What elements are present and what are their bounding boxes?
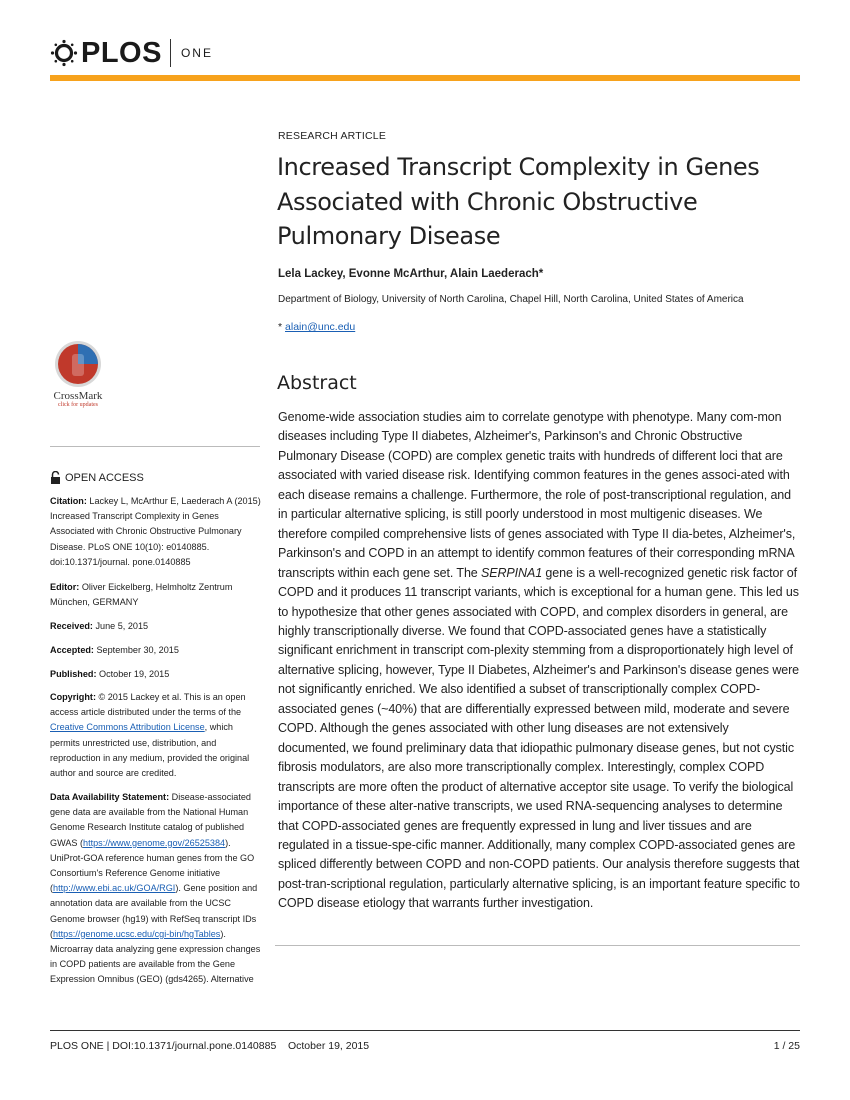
article-type: RESEARCH ARTICLE xyxy=(278,130,387,142)
citation-text: Lackey L, McArthur E, Laederach A (2015) Increased Transcript Complexity in Genes Associated with Chronic Obstructive Pulmonary Disease. PLoS ONE 10(10): e0140885. doi:10.1371/journal. pone.0140885 xyxy=(50,496,261,567)
data-availability-text-2: ). UniProt-GOA reference human genes from the GO Consortium's Reference Genome initiative ( xyxy=(50,837,255,894)
citation-block xyxy=(50,494,262,570)
logo-divider xyxy=(170,39,171,67)
data-availability-text-4: ). Microarray data analyzing gene expression changes in COPD patients are available from the Gene Expression Omnibus (GEO) (gds4265). Alternative xyxy=(50,928,261,985)
abstract-text-part-2: gene is a well-recognized genetic risk factor of COPD and it produces 11 transcript variants, which is exceptional for a human gene. This led us to hypothesize that other genes associated with COPD, and complex disorders in general, are highly transcriptionally diverse. We found that COPD-associated genes have a statistically significant enrichment in transcript com-plexity stemming from a disproportionately high level of alternative splicing, however, Type II Diabetes, Alzheimer's and Parkinson's disease genes were not significantly enriched. We also identified a subset of transcriptionally complex COPD-associated genes (~40%) that are differentially expressed between mild, moderate and severe COPD. Although the genes associated with other lung diseases are not extensively documented, we found preliminary data that idiopathic pulmonary disease genes, but not cystic fibrosis modulators, are also more transcriptionally complex. Interestingly, complex COPD transcripts are more often the product of alternative acceptor site usage. To verify the biological importance of these alter-native transcripts, we used RNA-sequencing analyses to determine that COPD-associated genes are frequently expressed in lung and liver tissues and are regulated in a tissue-spe-cific manner. Additionally, many complex COPD-associated genes are spliced differently between COPD and non-COPD patients. Our analysis therefore suggests that post-tran-scriptional regulation, particularly alternative splicing, is an important feature specific to COPD disease etiology that warrants further investigation. xyxy=(278,565,800,911)
data-availability-block xyxy=(50,790,262,988)
logo-wordmark: PLOS xyxy=(81,36,162,69)
citation-label: Citation: xyxy=(50,496,87,506)
editor-label: Editor: xyxy=(50,582,80,592)
copyright-text-post: , which permits unrestricted use, distribution, and reproduction in any medium, provided the original author and source are credited. xyxy=(50,722,250,779)
published-block xyxy=(50,667,262,682)
crossmark-icon xyxy=(54,340,102,388)
page-number: 1 / 25 xyxy=(773,1040,800,1052)
copyright-text-pre: © 2015 Lackey et al. This is an open access article distributed under the terms of the xyxy=(50,692,246,718)
editor-text: Oliver Eickelberg, Helmholtz Zentrum München, GERMANY xyxy=(50,582,233,608)
open-lock-icon xyxy=(50,471,61,484)
header-accent-rule xyxy=(50,75,800,81)
ucsc-link[interactable]: https://genome.ucsc.edu/cgi-bin/hgTables xyxy=(53,928,221,939)
nhgri-link[interactable]: https://www.genome.gov/26525384 xyxy=(83,837,226,848)
crossmark-title: CrossMark xyxy=(53,390,103,402)
abstract-heading: Abstract xyxy=(277,372,357,394)
accepted-date: September 30, 2015 xyxy=(93,645,179,655)
affiliation: Department of Biology, University of North Carolina, Chapel Hill, North Carolina, United States of America xyxy=(278,294,744,305)
footer-citation: PLOS ONE | DOI:10.1371/journal.pone.0140885 October 19, 2015 xyxy=(50,1040,370,1052)
data-availability-text-3: ). Gene position and annotation data are available from the UCSC Genome browser (hg19) with RefSeq transcript IDs ( xyxy=(50,883,258,939)
published-date: October 19, 2015 xyxy=(96,669,170,679)
published-label: Published: xyxy=(50,669,97,679)
sidebar-divider xyxy=(50,446,260,447)
author-list: Lela Lackey, Evonne McArthur, Alain Laederach* xyxy=(278,268,544,280)
open-access-badge xyxy=(50,471,144,484)
accepted-label: Accepted: xyxy=(50,645,94,655)
received-label: Received: xyxy=(50,621,93,631)
data-availability-label: Data Availability Statement: xyxy=(50,792,170,802)
crossmark-badge[interactable] xyxy=(50,340,106,408)
footer-rule xyxy=(50,1030,800,1031)
copyright-block xyxy=(50,690,262,781)
received-block xyxy=(50,619,262,634)
ebi-link[interactable]: http://www.ebi.ac.uk/GOA/RGI xyxy=(53,883,176,894)
copyright-label: Copyright: xyxy=(50,692,96,702)
corresponding-email-link[interactable]: alain@unc.edu xyxy=(285,321,356,333)
plos-logo[interactable] xyxy=(50,38,213,68)
open-access-label: OPEN ACCESS xyxy=(65,471,144,484)
plos-logo-icon xyxy=(50,39,78,67)
license-link[interactable]: Creative Commons Attribution License xyxy=(50,722,205,733)
corresponding-marker: * xyxy=(278,321,283,333)
accepted-block xyxy=(50,643,262,658)
abstract-text-part-1: Genome-wide association studies aim to correlate genotype with phenotype. Many com-mon diseases including Type II diabetes, Alzheimer's, Parkinson's and Chronic Obstructive Pulmonary Disease (COPD) are complex genetic traits with hundreds of different loci that are associated with varied disease risk. Identifying common features in the genes associ-ated with each disease remains a challenge. Furthermore, the role of post-transcriptional regulation, and in particular alternative splicing, is still poorly understood in most multigenic diseases. We therefore compiled comprehensive lists of genes associated with Type II dia-betes, Alzheimer's, Parkinson's and COPD in an attempt to identify common features of their corresponding mRNA transcripts within each gene set. The xyxy=(278,410,796,580)
crossmark-subtitle: click for updates xyxy=(58,402,98,408)
abstract-divider xyxy=(275,945,800,946)
article-title: Increased Transcript Complexity in Genes Associated with Chronic Obstructive Pulmonary Disease xyxy=(277,153,760,250)
abstract-text xyxy=(278,408,800,914)
journal-name: ONE xyxy=(180,46,213,60)
data-availability-text-1: Disease-associated gene data are available from the National Human Genome Research Institute catalog of published GWAS ( xyxy=(50,792,251,848)
editor-block xyxy=(50,580,262,610)
gene-name: SERPINA1 xyxy=(481,565,543,580)
received-date: June 5, 2015 xyxy=(92,621,149,631)
corresponding-author xyxy=(278,321,355,333)
